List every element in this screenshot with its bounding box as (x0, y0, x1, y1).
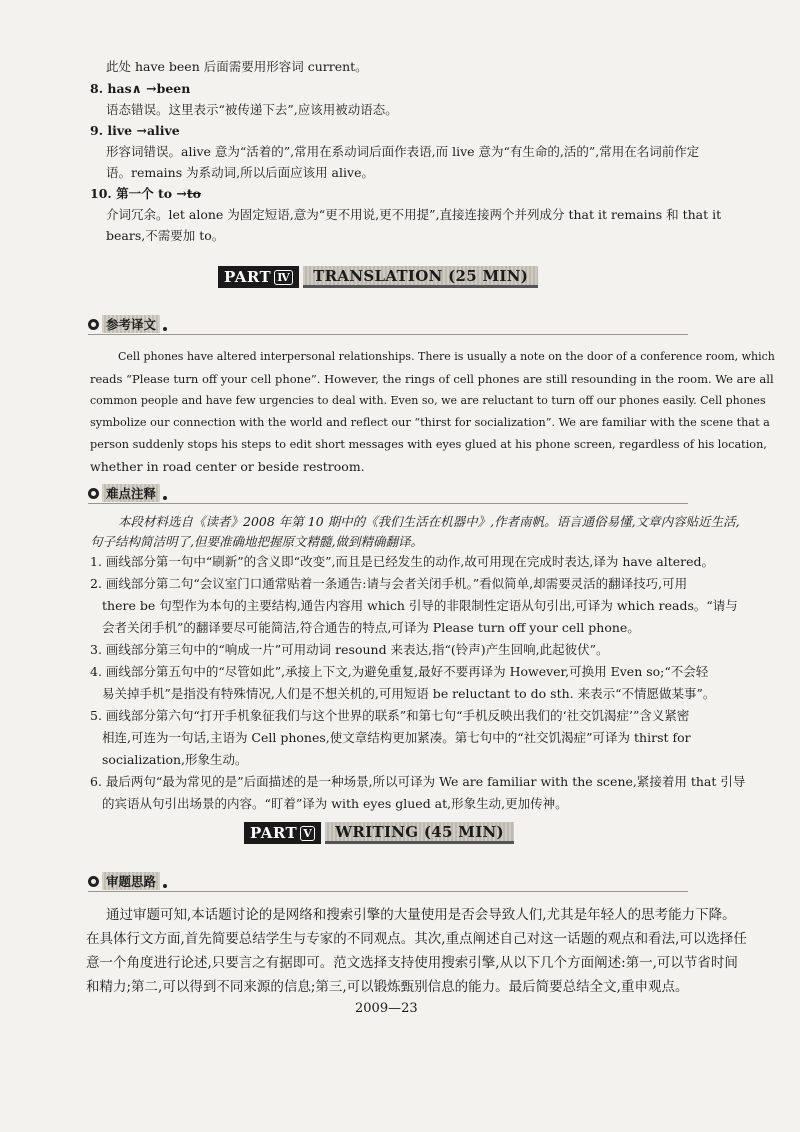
part-5-banner (244, 822, 514, 844)
heading-dot-icon (163, 327, 167, 331)
section-bullet-icon (88, 319, 99, 330)
note-line-6: 4. 画线部分第五句中的“尽管如此”,承接上下文,为避免重复,最好不要再译为 However,可换用 Even so;“不会轻 (90, 664, 709, 679)
ref-line-6: whether in road center or beside restroom. (90, 459, 365, 474)
page-number: 2009—23 (355, 1001, 418, 1016)
review-line-2: 在具体行文方面,首先简要总结学生与专家的不同观点。其次,重点阐述自己对这一话题的观点和看法,可以选择任 (86, 931, 747, 947)
part-4-part-text: PART (224, 268, 272, 286)
notes-intro-1: 本段材料选自《读者》2008 年第 10 期中的《我们生活在机器中》,作者南帆。语言通俗易懂,文章内容贴近生活, (118, 514, 740, 529)
section-bullet-icon (88, 488, 99, 499)
notes-heading-text: 难点注释 (102, 484, 160, 502)
part-5-roman: Ⅴ (300, 826, 315, 841)
note-line-12: 的宾语从句引出场景的内容。“盯着”译为 with eyes glued at,形象生动,更加传神。 (102, 796, 568, 811)
item-10-heading (90, 185, 201, 203)
note-line-10: socialization,形象生动。 (102, 752, 248, 767)
item-8-text: 语态错误。这里表示“被传递下去”,应该用被动语态。 (106, 102, 398, 117)
heading-dot-icon (163, 496, 167, 500)
ref-line-2: reads “Please turn off your cell phone”. However, the rings of cell phones are still resounding in the room. We are all (90, 372, 774, 386)
item-10-heading-a: 10. 第一个 to → (90, 186, 187, 201)
note-line-4: 会者关闭手机”的翻译要尽可能简洁,符合通告的特点,可译为 Please turn off your cell phone。 (102, 620, 640, 635)
review-line-3: 意一个角度进行论述,只要言之有据即可。范文选择支持使用搜索引擎,从以下几个方面阐述:第一,可以节省时间 (86, 955, 738, 971)
top-line-1: 此处 have been 后面需要用形容词 current。 (106, 59, 368, 74)
note-line-2: 2. 画线部分第二句“会议室门口通常贴着一条通告:请与会者关闭手机。”看似简单,却需要灵活的翻译技巧,可用 (90, 576, 688, 591)
notes-heading (88, 484, 167, 502)
heading-rule (88, 503, 688, 504)
item-10-text-2: bears,不需要加 to。 (106, 228, 225, 243)
ref-line-3: common people and have few urgencies to deal with. Even so, we are reluctant to turn off our phones easily. Cell phones (90, 394, 766, 407)
item-9-heading: 9. live →alive (90, 123, 180, 138)
item-10-struck-word: to (186, 186, 202, 201)
item-8-heading: 8. has∧ →been (90, 81, 191, 96)
note-line-11: 6. 最后两句“最为常见的是”后面描述的是一种场景,所以可译为 We are familiar with the scene,紧接着用 that 引导 (90, 774, 746, 789)
heading-rule (88, 891, 688, 892)
heading-dot-icon (163, 884, 167, 888)
ref-line-5: person suddenly stops his steps to edit short messages with eyes glued at his phone screen, regardless of his location, (90, 438, 767, 451)
note-line-7: 易关掉手机”是指没有特殊情况,人们是不想关机的,可用短语 be reluctant to do sth. 来表示“不情愿做某事”。 (102, 686, 716, 701)
ref-translation-heading-text: 参考译文 (102, 315, 160, 333)
ref-line-1: Cell phones have altered interpersonal relationships. There is usually a note on the door of a conference room, which (118, 350, 775, 363)
note-line-3: there be 句型作为本句的主要结构,通告内容用 which 引导的非限制性定语从句引出,可译为 which reads。“请与 (102, 598, 738, 613)
part-4-banner (218, 266, 538, 288)
part-4-label (218, 266, 299, 288)
part-5-label (244, 822, 321, 844)
part-5-title: WRITING (45 MIN) (325, 822, 514, 844)
note-line-8: 5. 画线部分第六句“打开手机象征我们与这个世界的联系”和第七句“手机反映出我们的‘社交饥渴症’”含义紧密 (90, 708, 690, 723)
section-bullet-icon (88, 876, 99, 887)
review-heading-text: 审题思路 (102, 872, 160, 890)
heading-rule (88, 334, 688, 335)
part-4-title: TRANSLATION (25 MIN) (303, 266, 538, 288)
note-line-5: 3. 画线部分第三句中的“响成一片”可用动词 resound 来表达,指“(铃声)产生回响,此起彼伏”。 (90, 642, 609, 657)
item-9-text-1: 形容词错误。alive 意为“活着的”,常用在系动词后面作表语,而 live 意为“有生命的,活的”,常用在名词前作定 (106, 144, 700, 159)
note-line-1: 1. 画线部分第一句中“刷新”的含义即“改变”,而且是已经发生的动作,故可用现在完成时表达,译为 have altered。 (90, 554, 715, 569)
item-9-text-2: 语。remains 为系动词,所以后面应该用 alive。 (106, 165, 374, 180)
review-line-4: 和精力;第二,可以得到不同来源的信息;第三,可以锻炼甄别信息的能力。最后简要总结全文,重申观点。 (86, 979, 689, 995)
ref-translation-heading (88, 315, 167, 333)
item-10-text-1: 介词冗余。let alone 为固定短语,意为“更不用说,更不用提”,直接连接两个并列成分 that it remains 和 that it (106, 207, 722, 222)
notes-intro-2: 句子结构简洁明了,但要准确地把握原文精髓,做到精确翻译。 (90, 534, 423, 549)
ref-line-4: symbolize our connection with the world and reflect our “thirst for socialization”. We are familiar with the scene that a (90, 416, 770, 429)
review-line-1: 通过审题可知,本话题讨论的是网络和搜索引擎的大量使用是否会导致人们,尤其是年轻人的思考能力下降。 (106, 907, 736, 923)
part-5-part-text: PART (250, 824, 298, 842)
note-line-9: 相连,可连为一句话,主语为 Cell phones,使文章结构更加紧凑。第七句中的“社交饥渴症”可译为 thirst for (102, 730, 691, 745)
review-heading (88, 872, 167, 890)
part-4-roman: Ⅳ (274, 270, 293, 285)
